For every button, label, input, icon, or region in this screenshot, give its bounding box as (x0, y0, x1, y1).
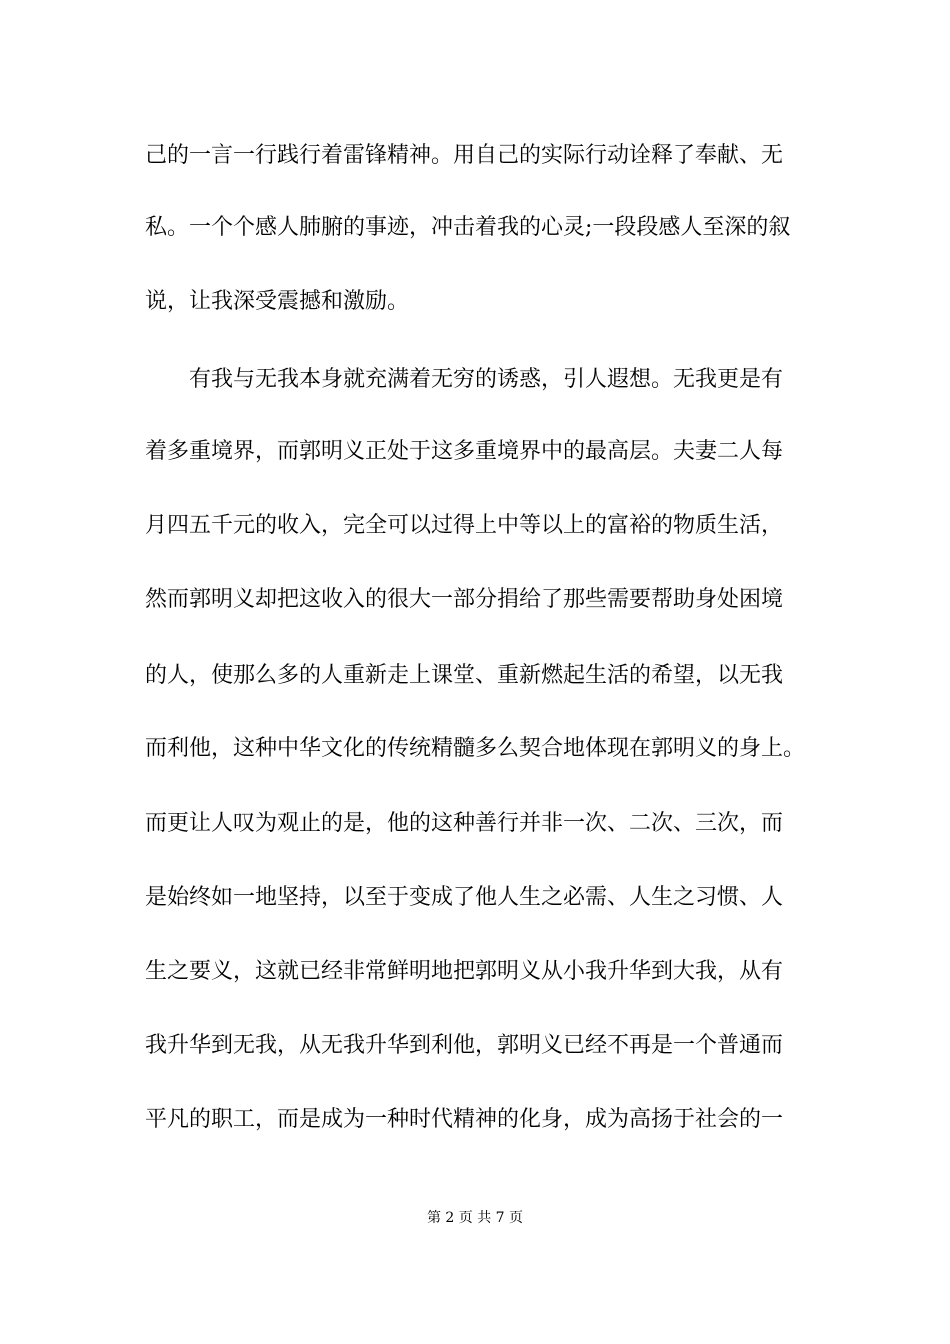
text-line: 而更让人叹为观止的是，他的这种善行并非一次、二次、三次，而 (145, 811, 784, 836)
text-line: 平凡的职工，而是成为一种时代精神的化身，成为高扬于社会的一 (145, 1107, 784, 1132)
text-line: 月四五千元的收入，完全可以过得上中等以上的富裕的物质生活， (145, 513, 784, 538)
text-line: 己的一言一行践行着雷锋精神。用自己的实际行动诠释了奉献、无 (145, 143, 784, 168)
text-line: 我升华到无我，从无我升华到利他，郭明义已经不再是一个普通而 (145, 1033, 784, 1058)
text-line: 私。一个个感人肺腑的事迹，冲击着我的心灵;一段段感人至深的叙 (145, 215, 791, 240)
page-number-footer: 第 2 页 共 7 页 (426, 1210, 524, 1226)
text-line: 然而郭明义却把这收入的很大一部分捐给了那些需要帮助身处困境 (145, 587, 784, 612)
text-line: 说，让我深受震撼和激励。 (145, 289, 410, 314)
text-line: 是始终如一地坚持，以至于变成了他人生之必需、人生之习惯、人 (145, 885, 784, 910)
text-line: 而利他，这种中华文化的传统精髓多么契合地体现在郭明义的身上。 (145, 736, 806, 761)
text-line: 着多重境界，而郭明义正处于这多重境界中的最高层。夫妻二人每 (145, 439, 784, 464)
text-line: 生之要义，这就已经非常鲜明地把郭明义从小我升华到大我，从有 (145, 959, 784, 984)
text-line: 的人，使那么多的人重新走上课堂、重新燃起生活的希望，以无我 (145, 663, 784, 688)
paragraph-first-line: 有我与无我本身就充满着无穷的诱惑，引人遐想。无我更是有 (189, 367, 784, 392)
